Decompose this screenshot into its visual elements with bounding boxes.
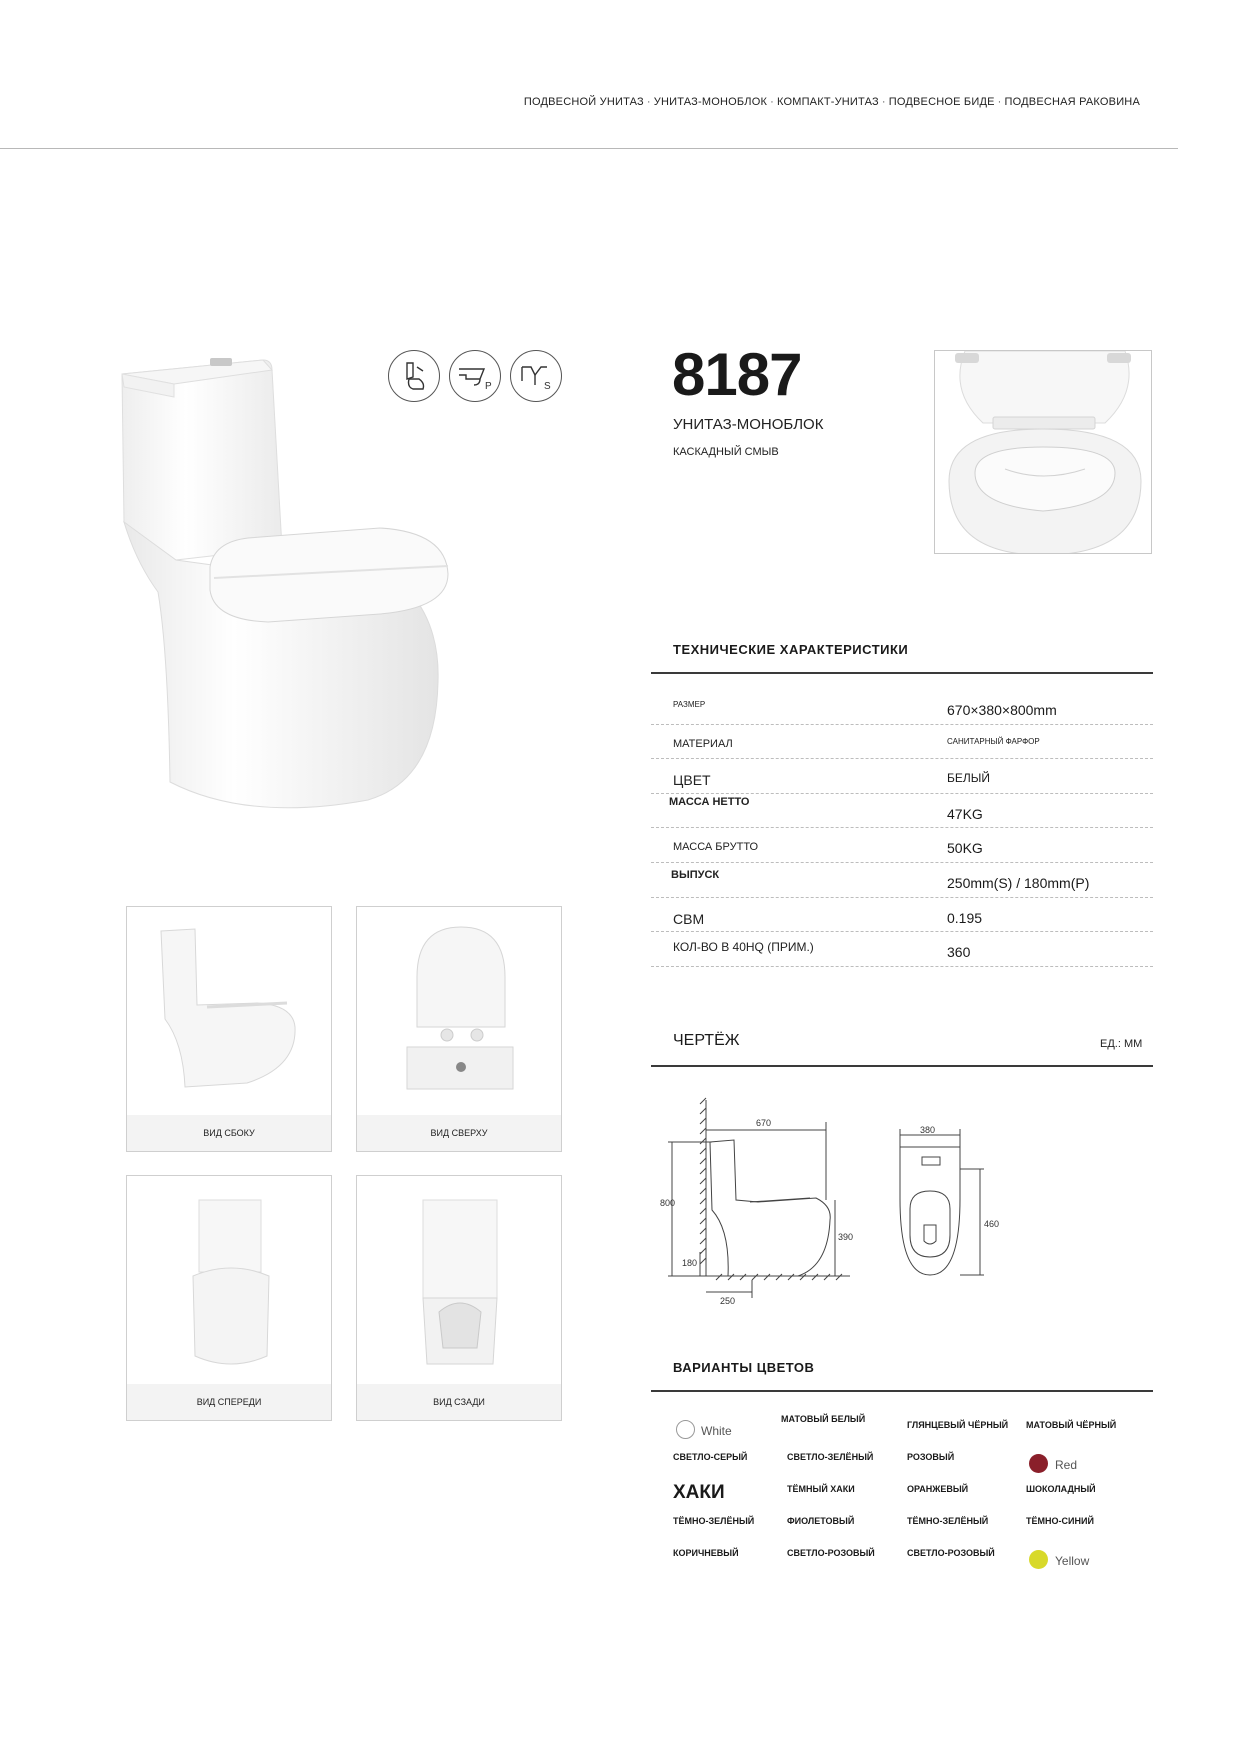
s-trap-icon [510,350,562,402]
drawing-title-rule [651,1065,1153,1067]
product-main-image [118,352,498,832]
color-label: РОЗОВЫЙ [907,1452,955,1462]
dim-p-trap: 180 [682,1258,698,1268]
front-view-thumbnail[interactable] [126,1175,332,1421]
nav-item-close-coupled-toilet[interactable]: КОМПАКТ-УНИТАЗ [776,96,879,108]
colors-title: ВАРИАНТЫ ЦВЕТОВ [673,1360,815,1375]
spec-row [651,794,1153,829]
dim-top-width: 380 [920,1125,936,1135]
flush-type: КАСКАДНЫЙ СМЫВ [673,446,779,458]
color-label: ТЁМНЫЙ ХАКИ [787,1484,855,1494]
drawing-title: ЧЕРТЁЖ [673,1032,740,1049]
color-options [651,1400,1153,1580]
spec-row [651,759,1153,794]
spec-value: 47KG [947,805,983,822]
dim-seat-height: 390 [838,1232,854,1242]
color-label: ГЛЯНЦЕВЫЙ ЧЁРНЫЙ [907,1420,1009,1430]
p-trap-icon [449,350,501,402]
back-view-thumbnail[interactable] [356,1175,562,1421]
header-divider [0,148,1178,149]
nav-separator: · [770,96,774,108]
spec-row [651,863,1153,898]
spec-row [651,725,1153,760]
spec-row [651,932,1153,967]
side-view-thumbnail[interactable] [126,906,332,1152]
nav-item-wall-hung-toilet[interactable]: ПОДВЕСНОЙ УНИТАЗ [523,96,644,108]
dim-height: 800 [660,1198,676,1208]
nav-item-wall-hung-basin[interactable]: ПОДВЕСНАЯ РАКОВИНА [1004,96,1140,108]
top-view-thumbnail[interactable] [356,906,562,1152]
nav-separator: · [881,96,886,108]
spec-label: ВЫПУСК [671,868,720,881]
color-label: СВЕТЛО-РОЗОВЫЙ [907,1548,995,1558]
nav-item-wall-hung-bidet[interactable]: ПОДВЕСНОЕ БИДЕ [888,96,995,108]
thumbnail-caption: ВИД СБОКУ [127,1115,331,1151]
toilet-seat-icon [388,350,440,402]
nav-item-one-piece-toilet[interactable]: УНИТАЗ-МОНОБЛОК [653,96,768,108]
color-label: ОРАНЖЕВЫЙ [907,1484,969,1494]
spec-value: 50KG [947,840,983,857]
colors-title-rule [651,1390,1153,1392]
spec-label: ЦВЕТ [673,772,711,789]
specs-title: ТЕХНИЧЕСКИЕ ХАРАКТЕРИСТИКИ [673,642,909,657]
white-swatch[interactable] [676,1420,695,1439]
color-label: ТЁМНО-ЗЕЛЁНЫЙ [907,1516,989,1526]
color-label: МАТОВЫЙ БЕЛЫЙ [781,1414,866,1424]
specs-table [651,690,1153,967]
drawing-unit: ЕД.: ММ [1100,1038,1143,1050]
color-label: КОРИЧНЕВЫЙ [673,1548,739,1558]
nav-separator: · [646,96,651,108]
top-view-drawing [880,1125,1010,1285]
spec-value: САНИТАРНЫЙ ФАРФОР [947,736,1040,746]
spec-value: БЕЛЫЙ [947,771,991,786]
s-trap-letter: S [544,381,551,392]
model-number: 8187 [672,341,802,408]
thumbnail-caption: ВИД СПЕРЕДИ [127,1384,331,1420]
category-nav [0,96,1140,108]
spec-label: CBM [673,910,705,927]
thumbnail-caption: ВИД СЗАДИ [357,1384,561,1420]
color-label: СВЕТЛО-РОЗОВЫЙ [787,1548,875,1558]
red-swatch[interactable] [1029,1454,1048,1473]
product-type: УНИТАЗ-МОНОБЛОК [673,416,824,433]
color-label: ШОКОЛАДНЫЙ [1026,1484,1096,1494]
spec-value: 0.195 [947,909,983,926]
seat-detail-image [934,350,1152,554]
specs-title-rule [651,672,1153,674]
spec-row [651,690,1153,725]
spec-label: МАТЕРИАЛ [673,737,733,750]
thumbnail-caption: ВИД СВЕРХУ [357,1115,561,1151]
color-label: ФИОЛЕТОВЫЙ [787,1516,855,1526]
dim-top-depth: 460 [984,1219,1000,1229]
dim-width: 670 [756,1118,772,1128]
color-label: Red [1055,1458,1078,1472]
feature-icons [388,350,562,402]
color-label: ТЁМНО-СИНИЙ [1026,1516,1094,1526]
spec-value: 670×380×800mm [947,702,1057,718]
spec-label: РАЗМЕР [673,700,706,709]
color-label: Yellow [1055,1554,1090,1568]
dim-s-trap: 250 [720,1296,736,1306]
spec-label: МАССА БРУТТО [673,841,759,854]
spec-row [651,828,1153,863]
spec-label: КОЛ-ВО В 40HQ (ПРИМ.) [673,940,814,955]
p-trap-letter: P [485,381,492,392]
color-label: СВЕТЛО-СЕРЫЙ [673,1452,748,1462]
yellow-swatch[interactable] [1029,1550,1048,1569]
color-label: МАТОВЫЙ ЧЁРНЫЙ [1026,1420,1117,1430]
color-label: ХАКИ [673,1482,725,1503]
spec-row [651,898,1153,933]
spec-value: 250mm(S) / 180mm(P) [947,874,1090,891]
nav-separator: · [997,96,1002,108]
color-label: White [701,1424,732,1438]
spec-label: МАССА НЕТТО [669,795,750,808]
color-label: СВЕТЛО-ЗЕЛЁНЫЙ [787,1452,874,1462]
color-label: ТЁМНО-ЗЕЛЁНЫЙ [673,1516,755,1526]
spec-value: 360 [947,944,971,961]
